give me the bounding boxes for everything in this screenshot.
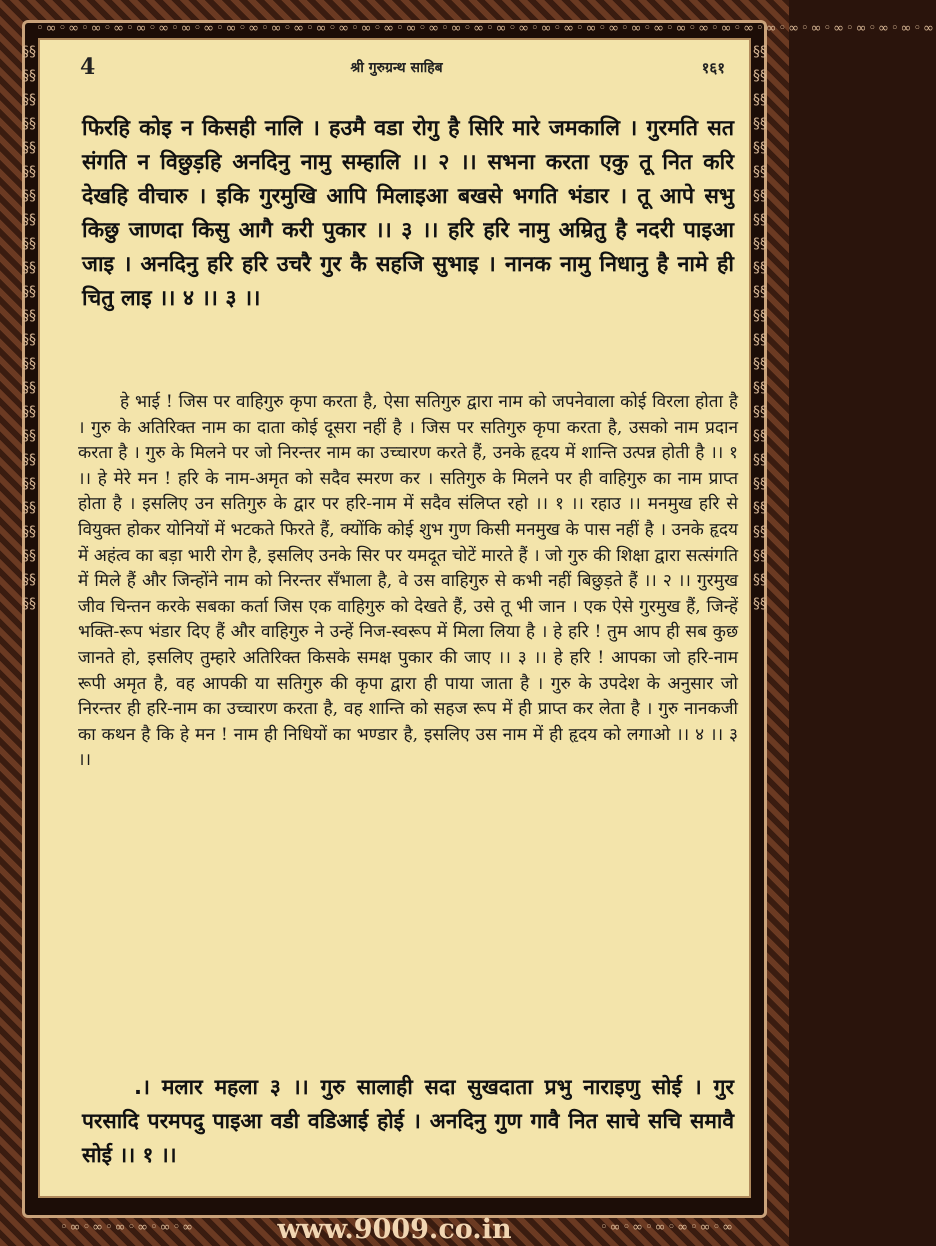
ang-number: १६१ <box>701 59 725 77</box>
page-header <box>40 54 753 84</box>
next-shabad-verse: .। मलार महला ३ ।। गुरु सालाही सदा सुखदाता प्रभु नाराइणु सोई । गुर परसादि परमपदु पाइआ वडी वडिआई होई । अनदिनु गुण गावै नित साचे सचि समावै सोई ।। १ ।। <box>82 1075 734 1167</box>
gurbani-verse: फिरहि कोइ न किसही नालि । हउमै वडा रोगु है सिरि मारे जमकालि । गुरमति सत संगति न विछुड़हि अनदिनु नामु सम्हालि ।। २ ।। सभना करता एकु तू नित करि देखहि वीचारु । इकि गुरमुखि आपि मिलाइआ बखसे भगति भंडार । तू आपे सभु किछु जाणदा किसु आगै करी पुकार ।। ३ ।। हरि हरि नामु अम्रितु है नदरी पाइआ जाइ । अनदिनु हरि हरि उचरै गुर कै सहजि सुभाइ । नानक नामु निधानु है नामे ही चितु लाइ ।। ४ ।। ३ ।। <box>82 116 734 311</box>
right-ornament-column: §§§§§§§§§§§§§§§§§§§§§§§§§§§§§§§§§§§§§§§§§§§§§§§§ <box>753 44 767 612</box>
footer <box>0 1212 789 1246</box>
running-title: श्री गुरुग्रन्थ साहिब <box>350 60 443 76</box>
website-url: www.9009.co.in <box>277 1214 512 1245</box>
left-ornament-column: §§§§§§§§§§§§§§§§§§§§§§§§§§§§§§§§§§§§§§§§§§§§§§§§ <box>22 44 36 612</box>
hindi-translation: हे भाई ! जिस पर वाहिगुरु कृपा करता है, ऐसा सतिगुरु द्वारा नाम को जपनेवाला कोई विरला होता है । गुरु के अतिरिक्त नाम का दाता कोई दूसरा नहीं है । जिस पर सतिगुरु कृपा करता है, उसको नाम प्रदान करता है । गुरु के मिलने पर जो निरन्तर नाम का उच्चारण करते हैं, उनके हृदय में शान्ति उत्पन्न होती है ।। १ ।। हे मेरे मन ! हरि के नाम-अमृत को सदैव स्मरण कर । सतिगुरु के मिलने पर ही वाहिगुरु का नाम प्राप्त होता है । इसलिए उन सतिगुरु के द्वार पर हरि-नाम में सदैव संलिप्त रहो ।। १ ।। रहाउ ।। मनमुख हरि से वियुक्त होकर योनियों में भटकते फिरते हैं, क्योंकि कोई शुभ गुण किसी मनमुख के पास नहीं है । उनके हृदय में अहंत्व का बड़ा भारी रोग है, इसलिए उनके सिर पर यमदूत चोटें मारते हैं । जो गुरु की शिक्षा द्वारा सत्संगति में मिले हैं और जिन्होंने नाम को निरन्तर सँभाला है, वे उस वाहिगुरु से कभी नहीं बिछुड़ते हैं ।। २ ।। गुरमुख जीव चिन्तन करके सबका कर्ता जिस एक वाहिगुरु को देखते हैं, उसे तू भी जान । एक ऐसे गुरमुख हैं, जिन्हें भक्ति-रूप भंडार दिए हैं और वाहिगुरु ने उन्हें निज-स्वरूप में मिला लिया है । हे हरि ! तुम आप ही सब कुछ जानते हो, इसलिए तुम्हारे अतिरिक्त किसके समक्ष पुकार की जाए ।। ३ ।। हे हरि ! आपका जो हरि-नाम रूपी अमृत है, वह आपकी या सतिगुरु की कृपा द्वारा ही पाया जाता है । गुरु के उपदेश के अनुसार जो निरन्तर ही हरि-नाम का उच्चारण करता है, वह शान्ति को सहज रूप में ही प्राप्त कर लेता है । गुरु नानकजी का कथन है कि हे मन ! नाम ही निधियों का भण्डार है, इसलिए उस नाम में ही हृदय को लगाओ ।। ४ ।। ३ ।। <box>78 392 738 771</box>
top-ornament-row: ◦∞◦∞◦∞◦∞◦∞◦∞◦∞◦∞◦∞◦∞◦∞◦∞◦∞◦∞◦∞◦∞◦∞◦∞◦∞◦∞◦∞◦∞◦∞◦∞◦∞◦∞◦∞◦∞◦∞◦∞◦∞◦∞◦∞◦∞◦∞◦∞◦∞◦∞◦∞◦∞ <box>36 21 936 36</box>
footer-ornament-right: ◦∞◦∞◦∞◦∞◦∞◦∞ <box>600 1220 735 1235</box>
scripture-page <box>38 38 751 1198</box>
page-number: 4 <box>80 54 96 80</box>
footer-ornament-left: ◦∞◦∞◦∞◦∞◦∞◦∞ <box>60 1220 195 1235</box>
